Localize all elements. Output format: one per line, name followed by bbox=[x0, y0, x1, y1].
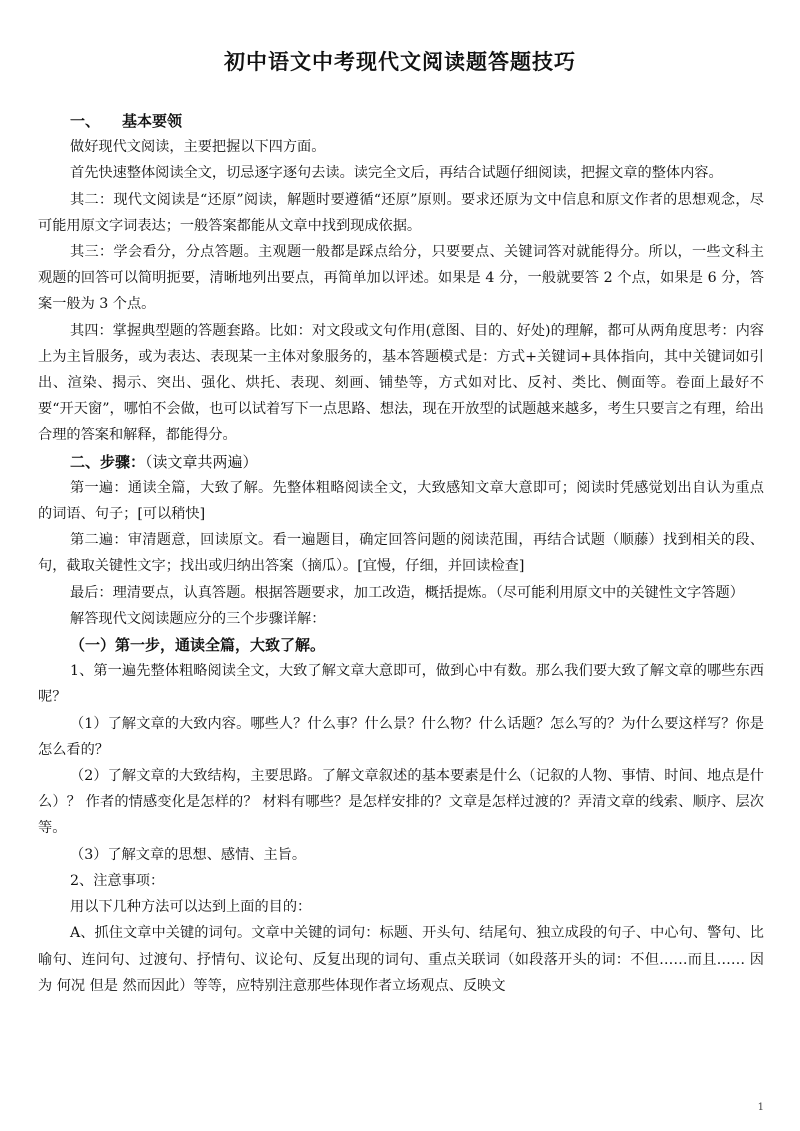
section-sublabel: （读文章共两遍） bbox=[145, 452, 258, 471]
paragraph: 2、注意事项： bbox=[70, 872, 165, 889]
paragraph: 第二遍：审清题意，回读原文。看一遍题目，确定回答问题的阅读范围，再结合试题（顺藤）找到相关的段、句，截取关键性文字；找出或归纳出答案（摘瓜）。[宜慢，仔细，并回读检查] bbox=[38, 532, 764, 575]
paragraph: （3）了解文章的思想、感情、主旨。 bbox=[70, 846, 307, 863]
paragraph: 其三：学会看分，分点答题。主观题一般都是踩点给分，只要要点、关键词答对就能得分。所以，一些文科主观题的回答可以简明扼要，清晰地列出要点，再简单加以评述。如果是 4 分，一般就要答 2 个点，如果是 6 分，答案一般为 3 个点。 bbox=[38, 244, 764, 313]
paragraph: 解答现代文阅读题应分的三个步骤详解： bbox=[70, 610, 326, 627]
paragraph: （2）了解文章的大致结构，主要思路。了解文章叙述的基本要素是什么（记叙的人物、事情、时间、地点是什么）？ 作者的情感变化是怎样的？ 材料有哪些？是怎样安排的？文章是怎样过渡的？弄清文章的线索、顺序、层次等。 bbox=[38, 768, 764, 837]
paragraph: 其四：掌握典型题的答题套路。比如：对文段或文句作用(意图、目的、好处)的理解，都可从两角度思考：内容上为主旨服务，或为表达、表现某一主体对象服务的，基本答题模式是：方式+关键词+具体指向，其中关键词如引出、渲染、揭示、突出、强化、烘托、表现、刻画、铺垫等，方式如对比、反衬、类比、侧面等。卷面上最好不要“开天窗”，哪怕不会做，也可以试着写下一点思路、想法，现在开放型的试题越来越多，考生只要言之有理，给出合理的答案和解释，都能得分。 bbox=[38, 322, 764, 444]
document-title: 初中语文中考现代文阅读题答题技巧 bbox=[224, 50, 576, 74]
paragraph: 其二：现代文阅读是“还原”阅读，解题时要遵循“还原”原则。要求还原为文中信息和原文作者的思想观念，尽可能用原文字词表达；一般答案都能从文章中找到现成依据。 bbox=[38, 191, 764, 234]
section-heading-steps bbox=[38, 449, 764, 475]
paragraph: （1）了解文章的大致内容。哪些人？什么事？什么景？什么物？什么话题？怎么写的？为什么要这样写？你是怎么看的？ bbox=[38, 715, 764, 758]
paragraph: 做好现代文阅读，主要把握以下四方面。 bbox=[70, 139, 326, 156]
paragraph: 最后：理清要点，认真答题。根据答题要求，加工改造，概括提炼。（尽可能利用原文中的关键性文字答题） bbox=[70, 584, 744, 601]
section-label: 基本要领 bbox=[122, 112, 183, 130]
page-number: 1 bbox=[757, 1102, 764, 1113]
section-heading-basics bbox=[38, 108, 764, 134]
paragraph: 1、第一遍先整体粗略阅读全文，大致了解文章大意即可，做到心中有数。那么我们要大致了解文章的哪些东西呢？ bbox=[38, 663, 764, 706]
section-number: 一、 bbox=[70, 112, 101, 130]
section-label: 二、步骤： bbox=[70, 452, 146, 471]
paragraph: 用以下几种方法可以达到上面的目的： bbox=[70, 899, 312, 916]
paragraph: 第一遍：通读全篇，大致了解。先整体粗略阅读全文，大致感知文章大意即可；阅读时凭感觉划出自认为重点的词语、句子；[可以稍快] bbox=[38, 479, 764, 523]
document-body bbox=[38, 108, 764, 999]
section-heading-step-one: （一）第一步，通读全篇，大致了解。 bbox=[70, 636, 326, 655]
paragraph: A、抓住文章中关键的词句。文章中关键的词句：标题、开头句、结尾句、独立成段的句子、中心句、警句、比喻句、连问句、过渡句、抒情句、议论句、反复出现的词句、重点关联词（如段落开头的词：不但……而且…… 因为 何况 但是 然而因此）等等，应特别注意那些体现作者立场观点、反映文 bbox=[38, 925, 764, 994]
paragraph: 首先快速整体阅读全文，切忌逐字逐句去读。读完全文后，再结合试题仔细阅读，把握文章的整体内容。 bbox=[70, 165, 723, 182]
